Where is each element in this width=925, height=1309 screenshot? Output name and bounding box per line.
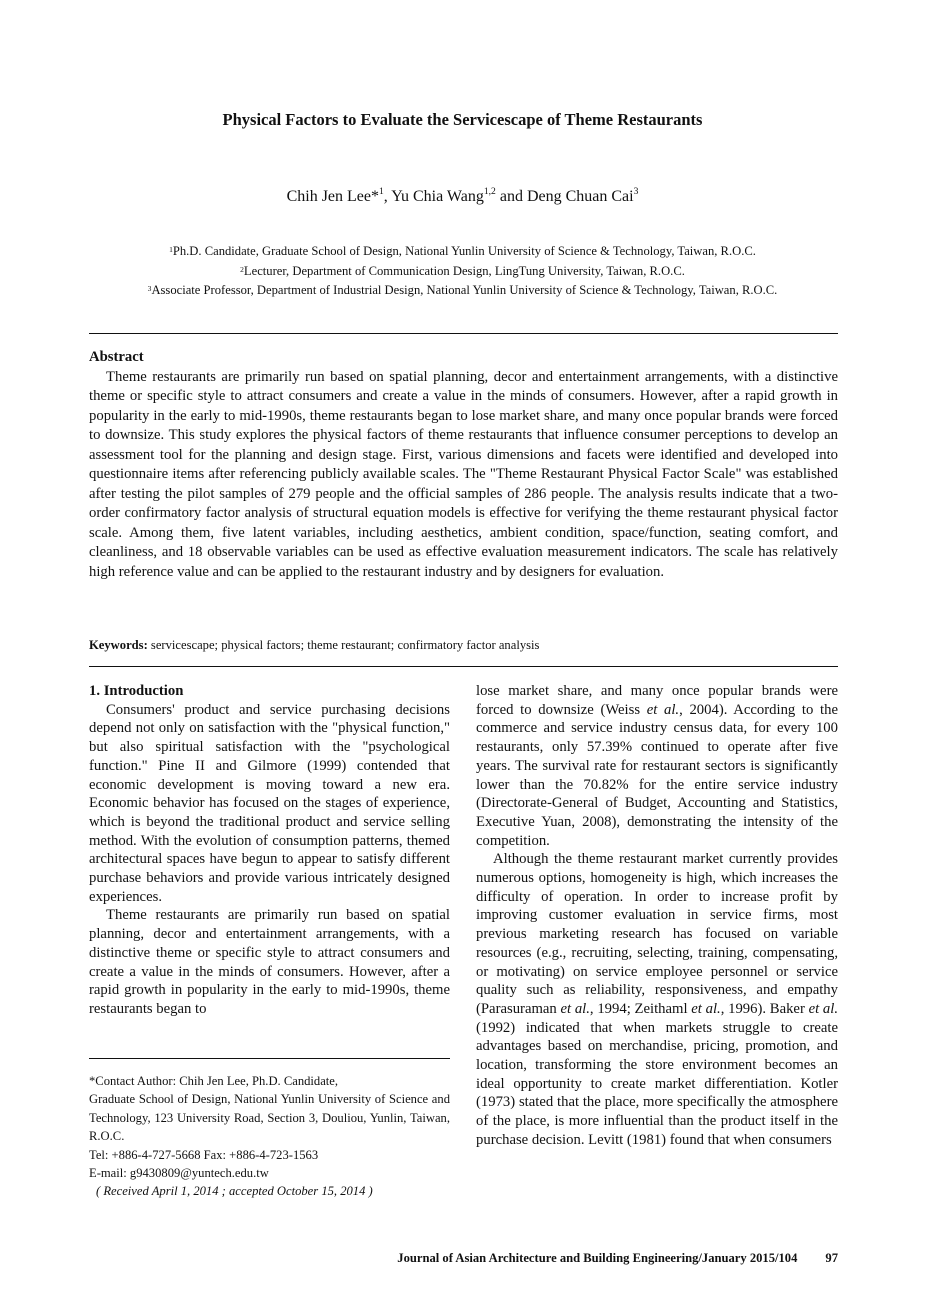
- text-run: Although the theme restaurant market currently provides numerous options, homogeneity is high, which increases the difficulty of operation. In order to increase profit by improving customer evaluation in service firms, most previous marketing research has focused on variable resources (e.g., recruiting, selecting, training, compensating, or motivating) on service employee personnel or service quality such as reliability, responsiveness, and empathy (Parasuraman: [476, 851, 838, 1017]
- text-run: , 1994; Zeithaml: [589, 1000, 692, 1017]
- footnote-line: *Contact Author: Chih Jen Lee, Ph.D. Candidate,: [89, 1074, 339, 1088]
- author-affil-mark: 3: [633, 186, 639, 197]
- citation-etal: et al.: [808, 1000, 839, 1017]
- abstract-text: Theme restaurants are primarily run based on spatial planning, decor and entertainment arrangements, with a distinctive theme or specific style to attract consumers and create a value in the minds of consumers. However, after a rapid growth in popularity in the early to mid-1990s, theme restaurants began to lose market share, and many once popular brands were forced to downsize. This study explores the physical factors of theme restaurants that influence consumer perceptions to develop an assessment tool for the planning and design stage. First, various dimensions and facets were identified and developed into questionnaire items after referencing publicly available scales. The "Theme Restaurant Physical Factor Scale" was established after testing the pilot samples of 279 people and the official samples of 286 people. The analysis results indicate that a two-order confirmatory factor analysis of structural equation models is effective for verifying the theme restaurant physical factor scale. Among them, five latent variables, including aesthetics, ambient condition, space/function, seating comfort, and cleanliness, and 18 observable variables can be used as effective evaluation measurement indicators. The scale has relatively high reference value and can be applied to the restaurant industry and by designers for evaluation.: [89, 368, 838, 580]
- affiliation-text: Lecturer, Department of Communication Design, LingTung University, Taiwan, R.O.C.: [243, 263, 685, 278]
- paragraph: Theme restaurants are primarily run based on spatial planning, decor and entertainment arrangements, with a distinctive theme or specific style to attract consumers and create a value in the minds of consumers. However, after a rapid growth in popularity in the early to mid-1990s, theme restaurants began to: [89, 907, 450, 1017]
- author-affil-mark: 1: [379, 186, 384, 197]
- text-run: (1992) indicated that when markets struggle to create advantages based on merchandise, pricing, promotion, and location, transforming the store environment becomes an ideal opportunity to create market differentiation. Kotler (1973) stated that the place, more specifically the atmosphere of the place, is more influential than the product itself in the purchase decision. Levitt (1981) found that when consumers: [476, 1019, 838, 1148]
- author-affil-mark: 1,2: [483, 186, 496, 197]
- affiliation-list: [0, 242, 925, 301]
- author-name: Yu Chia Wang: [391, 188, 484, 205]
- footnote-line: Tel: +886-4-727-5668 Fax: +886-4-723-1563: [89, 1147, 319, 1162]
- affiliation-number: 1: [169, 245, 173, 254]
- text-run: , 1996). Baker: [720, 1000, 809, 1017]
- citation-etal: et al.: [691, 1000, 721, 1017]
- author-separator: and: [495, 188, 527, 205]
- affiliation-number: 2: [240, 264, 244, 274]
- page-footer: [0, 1251, 838, 1266]
- right-column: [476, 682, 838, 1150]
- paragraph: [476, 850, 838, 1149]
- contact-footnote: [89, 1072, 450, 1201]
- abstract-divider: [89, 666, 838, 667]
- journal-name: Journal of Asian Architecture and Building Engineering/January 2015/104: [397, 1251, 798, 1265]
- paragraph: [476, 682, 838, 850]
- text-run: lose market share, and many once popular brands were forced to downsize (Weiss: [476, 683, 838, 718]
- top-divider: [89, 333, 838, 334]
- affiliation-text: Associate Professor, Department of Industrial Design, National Yunlin University of Science & Technology, Taiwan, R.O.C.: [151, 283, 778, 297]
- author-list: [0, 188, 925, 206]
- author-name: Deng Chuan Cai: [526, 188, 634, 205]
- author-separator: ,: [383, 188, 392, 205]
- abstract-section: [89, 348, 838, 582]
- text-run: , 2004). According to the commerce and service industry census data, for every 100 restaurants, only 57.39% continued to operate after five years. The survival rate for restaurant sectors is significantly lower than the 70.82% for the entire service industry (Directorate-General of Budget, Accounting and Statistics, Executive Yuan, 2008), demonstrating the intensity of the competition.: [476, 701, 838, 849]
- section-heading: 1. Introduction: [89, 683, 184, 699]
- received-date: ( Received April 1, 2014 ; accepted October 15, 2014 ): [96, 1184, 373, 1199]
- affiliation-text: Ph.D. Candidate, Graduate School of Design, National Yunlin University of Science & Technology, Taiwan, R.O.C.: [172, 244, 756, 258]
- affiliation: [0, 262, 925, 282]
- keywords-line: [89, 638, 838, 653]
- affiliation: [0, 281, 925, 301]
- citation-etal: et al.: [560, 1000, 590, 1017]
- paragraph: Consumers' product and service purchasing decisions depend not only on satisfaction with the "physical function," but also spiritual satisfaction with the "psychological function." Pine II and Gilmore (1999) contended that economic development is moving toward a new era. Economic behavior has focused on the stages of experience, which is beyond the traditional product and service selling method. With the evolution of consumption patterns, themed architectural spaces have begun to appear to satisfy different purchase behaviors and provide various intricately designed experiences.: [89, 701, 450, 905]
- keywords-text: servicescape; physical factors; theme restaurant; confirmatory factor analysis: [150, 638, 540, 652]
- author-name: Chih Jen Lee*: [286, 188, 379, 205]
- affiliation: [0, 242, 925, 262]
- left-column: [89, 682, 450, 1019]
- footnote-line: E-mail: g9430809@yuntech.edu.tw: [89, 1166, 269, 1181]
- abstract-heading: Abstract: [89, 349, 144, 365]
- footnote-divider: [89, 1058, 450, 1059]
- affiliation-number: 3: [147, 284, 152, 293]
- citation-etal: et al.: [646, 701, 680, 718]
- keywords-label: Keywords:: [89, 638, 148, 652]
- page-number: 97: [825, 1251, 838, 1265]
- paper-title: Physical Factors to Evaluate the Servicescape of Theme Restaurants: [222, 110, 703, 129]
- footnote-line: Graduate School of Design, National Yunlin University of Science and Technology, 123 University Road, Section 3, Douliou, Yunlin, Taiwan, R.O.C.: [89, 1092, 450, 1144]
